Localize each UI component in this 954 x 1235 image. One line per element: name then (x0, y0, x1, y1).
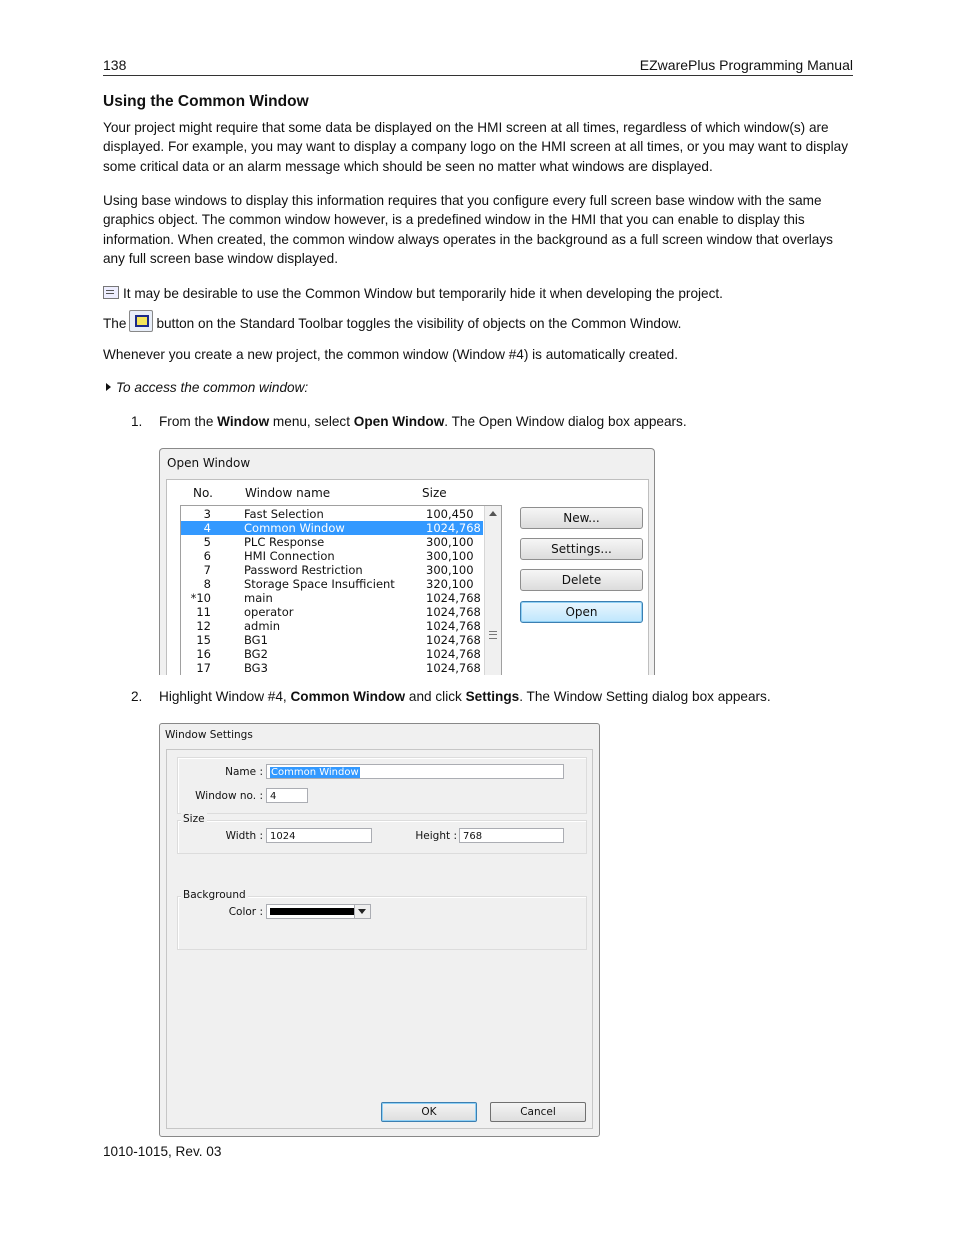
new-button[interactable]: New... (520, 507, 643, 529)
name-field[interactable]: Common Window (266, 764, 564, 779)
procedure-heading: To access the common window: (106, 380, 308, 395)
background-group (177, 896, 587, 950)
list-item[interactable]: 8 Storage Space Insufficient 320,100 (203, 577, 474, 591)
dialog-panel (166, 479, 649, 675)
list-item[interactable]: 3 Fast Selection 100,450 (203, 507, 474, 521)
list-item-selected[interactable]: 4 Common Window 1024,768 (181, 521, 483, 535)
color-dropdown[interactable] (266, 904, 371, 919)
width-label: Width : (225, 830, 263, 842)
name-label: Name : (225, 766, 263, 778)
delete-button[interactable]: Delete (520, 569, 643, 591)
page-number: 138 (103, 57, 127, 73)
column-header-name: Window name (245, 486, 331, 500)
window-no-label: Window no. : (195, 790, 263, 802)
list-item[interactable]: 15 BG1 1024,768 (196, 633, 481, 647)
chevron-down-icon[interactable] (354, 905, 370, 918)
width-field[interactable]: 1024 (266, 828, 372, 843)
base-windows-paragraph: Using base windows to display this information requires that you configure every full screen base window with the same graphics object. The common window however, is a predefined window in the HMI that you can enable to display this information. When created, the common window always operates in the background as a full screen window that overlays any full screen base window displayed. (103, 193, 833, 267)
cancel-button[interactable]: Cancel (490, 1102, 586, 1122)
dialog-panel (166, 749, 593, 1129)
step-2: 2. Highlight Window #4, Common Window and click Settings. The Window Setting dialog box appears. (131, 689, 771, 704)
scroll-grip-icon[interactable] (489, 631, 497, 639)
list-item[interactable]: 12 admin 1024,768 (196, 619, 481, 633)
intro-paragraph: Your project might require that some data be displayed on the HMI screen at all times, regardless of which window(s) are displayed. For example, you may want to display a company logo on the HMI screen at all times, or you may want to display some critical data or an alarm message which should be seen no matter what windows are displayed. (103, 120, 848, 174)
note-line-2: The button on the Standard Toolbar toggles the visibility of objects on the Common Window. (103, 310, 853, 333)
scroll-up-icon[interactable] (489, 511, 497, 516)
list-item[interactable]: 16 BG2 1024,768 (196, 647, 481, 661)
list-scrollbar[interactable] (484, 506, 501, 675)
list-item[interactable]: *10 main 1024,768 (190, 591, 481, 605)
list-item[interactable]: 17 BG3 1024,768 (196, 661, 481, 675)
dialog-title: Open Window (167, 456, 251, 470)
settings-button[interactable]: Settings... (520, 538, 643, 560)
column-header-no: No. (193, 486, 213, 500)
color-swatch (270, 908, 354, 915)
footer-doc-id: 1010-1015, Rev. 03 (103, 1144, 222, 1159)
window-list[interactable] (180, 505, 502, 675)
list-item[interactable]: 11 operator 1024,768 (196, 605, 481, 619)
triangle-bullet-icon (106, 383, 111, 391)
note-block (103, 284, 853, 334)
list-item[interactable]: 5 PLC Response 300,100 (203, 535, 474, 549)
note-icon (103, 286, 119, 299)
window-no-field[interactable]: 4 (266, 788, 308, 803)
manual-title: EZwarePlus Programming Manual (639, 57, 853, 73)
section-title: Using the Common Window (103, 93, 309, 110)
note-line-1: It may be desirable to use the Common Window but temporarily hide it when developing the project. (103, 284, 853, 303)
window-settings-dialog (159, 723, 600, 1137)
color-label: Color : (228, 906, 263, 918)
ok-button[interactable]: OK (381, 1102, 477, 1122)
common-window-toggle-icon (129, 310, 153, 332)
background-group-label: Background (183, 889, 246, 901)
column-header-size: Size (422, 486, 447, 500)
step-1: 1. From the Window menu, select Open Window. The Open Window dialog box appears. (131, 414, 687, 429)
height-label: Height : (415, 830, 457, 842)
header-divider (103, 75, 853, 76)
auto-created-paragraph: Whenever you create a new project, the common window (Window #4) is automatically created. (103, 347, 678, 362)
list-item[interactable]: 7 Password Restriction 300,100 (203, 563, 474, 577)
height-field[interactable]: 768 (459, 828, 564, 843)
list-item[interactable]: 6 HMI Connection 300,100 (203, 549, 474, 563)
size-group-label: Size (183, 813, 205, 825)
open-window-dialog (159, 448, 655, 675)
dialog-title: Window Settings (165, 729, 253, 741)
open-button[interactable]: Open (520, 601, 643, 623)
